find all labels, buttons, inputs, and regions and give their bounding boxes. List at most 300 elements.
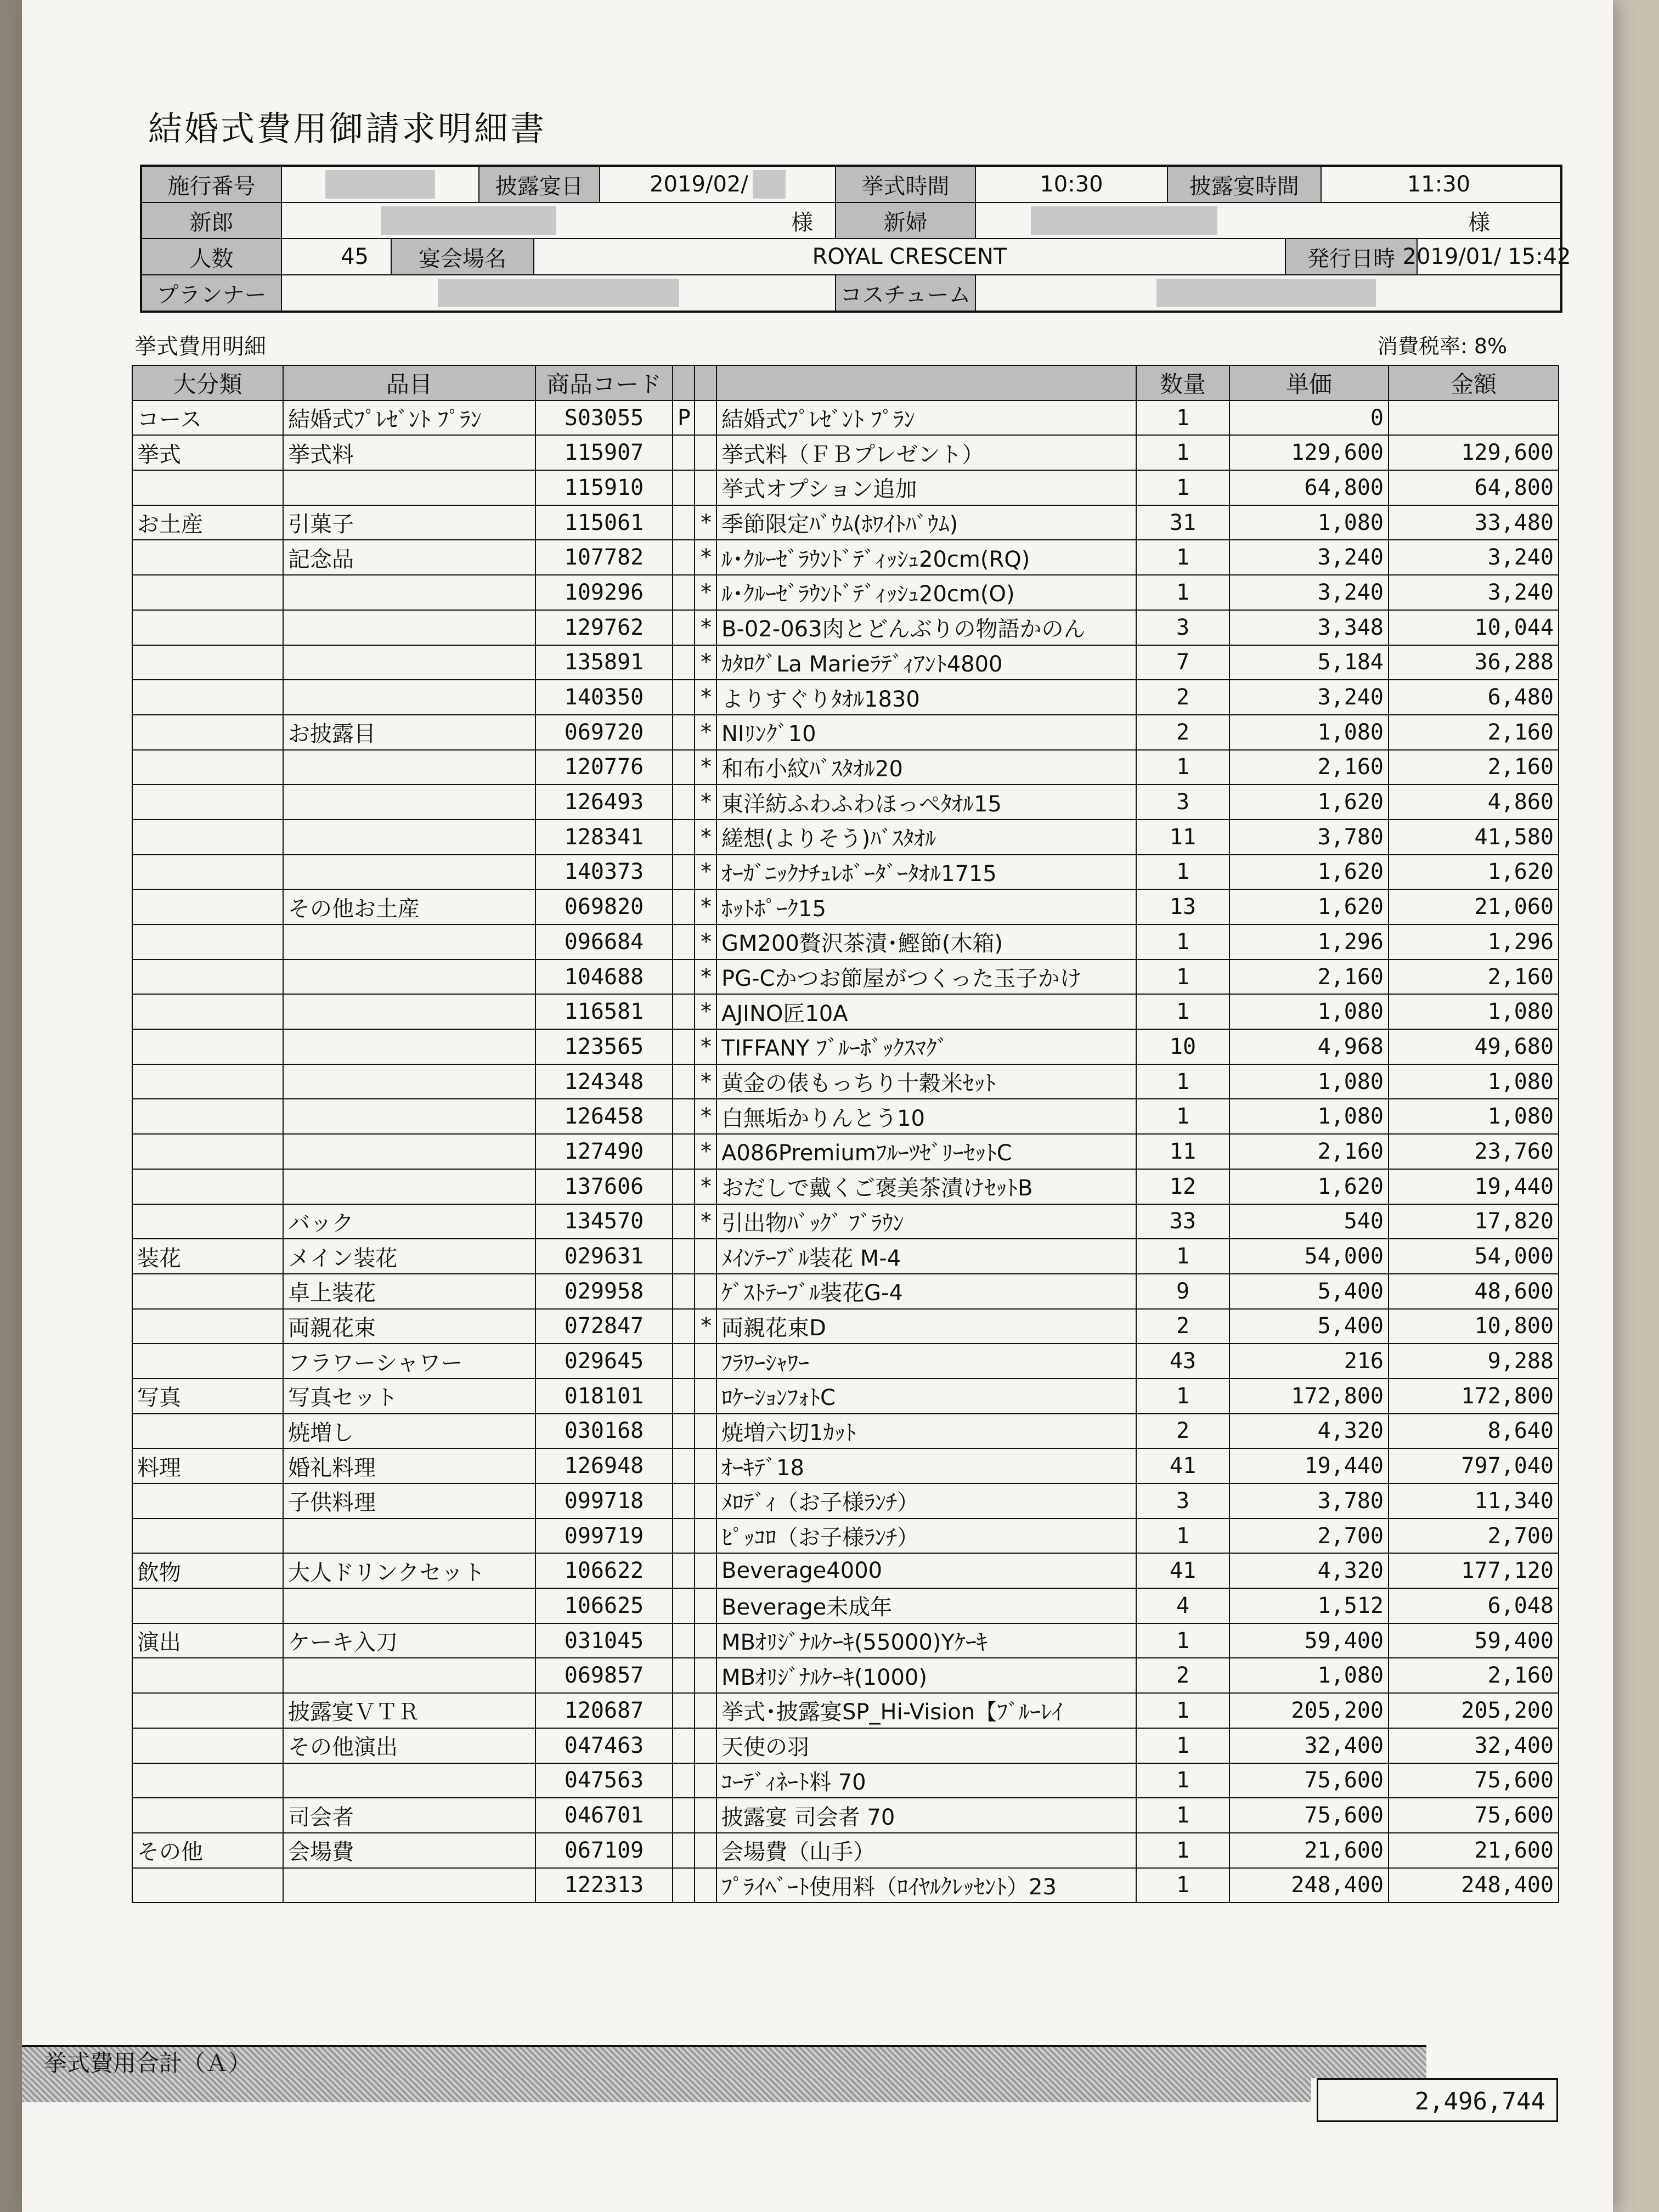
table-row [132,889,1559,924]
header-row-3 [142,239,1571,275]
venue-label: 宴会場名 [392,239,534,274]
cell-amount: 1,080 [1389,1099,1559,1134]
cell-flag [673,1239,695,1274]
cell-code: 069857 [535,1658,673,1693]
cell-flag [673,1134,695,1169]
cell-code: 122313 [535,1868,673,1903]
cell-mark [695,400,716,436]
cell-amount: 2,160 [1389,1658,1559,1693]
cell-item [283,1029,535,1064]
cell-name: ﾌﾟﾗｲﾍﾞｰﾄ使用料（ﾛｲﾔﾙｸﾚｯｾﾝﾄ）23 [716,1868,1136,1903]
cell-flag [673,1379,695,1414]
cell-name: 会場費（山手） [716,1833,1136,1868]
cell-item [283,575,535,610]
table-row [132,1658,1559,1693]
redacted-block [753,170,786,199]
cell-flag [673,645,695,680]
total-label: 挙式費用合計（Ａ） [22,2045,1426,2078]
cell-qty: 1 [1136,1833,1229,1868]
cell-category [132,1658,283,1693]
reception-time-label: 披露宴時間 [1168,167,1322,202]
cell-flag [673,820,695,855]
cell-qty: 1 [1136,1728,1229,1763]
reception-date-text: 2019/02/ [650,172,748,197]
table-row [132,680,1559,715]
cell-mark: * [695,680,716,715]
cell-mark [695,435,716,470]
col-qty: 数量 [1136,365,1229,400]
cell-name: AJINO匠10A [716,994,1136,1029]
cell-amount: 36,288 [1389,645,1559,680]
cell-code: 137606 [535,1169,673,1204]
cell-item [283,785,535,820]
ceremony-number-value [282,167,479,202]
issue-time-text: 15:42 [1508,244,1571,269]
cell-price: 3,780 [1229,820,1389,855]
cell-qty: 1 [1136,1763,1229,1798]
table-row [132,1483,1559,1519]
cell-code: 126458 [535,1099,673,1134]
cell-price: 3,240 [1229,680,1389,715]
header-row-2 [142,203,1560,239]
table-row [132,960,1559,995]
cell-code: 124348 [535,1064,673,1099]
ceremony-time-value: 10:30 [976,167,1168,202]
cell-code: 127490 [535,1134,673,1169]
cell-name: Beverage4000 [716,1553,1136,1588]
section-title: 挙式費用明細 [134,334,266,359]
header-row-1 [142,167,1560,203]
cell-mark [695,470,716,505]
cell-flag [673,750,695,785]
cell-code: 107782 [535,540,673,575]
cell-category [132,1134,283,1169]
cell-amount [1389,400,1559,436]
cell-name: 挙式･披露宴SP_Hi-Vision【ﾌﾞﾙｰﾚｲ [716,1693,1136,1728]
cell-mark [695,1239,716,1274]
cell-amount: 3,240 [1389,540,1559,575]
cell-flag [673,1728,695,1763]
cell-qty: 9 [1136,1274,1229,1309]
cell-category [132,680,283,715]
costume-label: コスチューム [836,275,976,311]
cell-category [132,960,283,995]
cell-item: ケーキ入刀 [283,1623,535,1658]
cell-flag [673,540,695,575]
cell-item [283,924,535,960]
cell-flag [673,924,695,960]
col-price: 単価 [1229,365,1389,400]
cell-item: 挙式料 [283,435,535,470]
table-row [132,645,1559,680]
cell-item: 写真セット [283,1379,535,1414]
cell-flag [673,889,695,924]
cell-amount: 23,760 [1389,1134,1559,1169]
cell-flag [673,575,695,610]
cell-category [132,889,283,924]
table-row [132,924,1559,960]
cell-code: 069820 [535,889,673,924]
cell-category [132,1798,283,1833]
cell-amount: 48,600 [1389,1274,1559,1309]
header-row-4 [142,275,1560,311]
cell-qty: 1 [1136,750,1229,785]
cell-category [132,715,283,750]
cell-item [283,610,535,645]
cell-category [132,540,283,575]
cell-flag [673,1868,695,1903]
cell-qty: 1 [1136,435,1229,470]
cell-code: 126948 [535,1448,673,1483]
cell-qty: 2 [1136,715,1229,750]
cell-mark [695,1798,716,1833]
cell-code: 031045 [535,1623,673,1658]
cell-category [132,1099,283,1134]
cell-name: 縒想(よりそう)ﾊﾞｽﾀｵﾙ [716,820,1136,855]
cell-flag [673,1448,695,1483]
cell-item: その他お土産 [283,889,535,924]
cell-category: お土産 [132,505,283,540]
cell-amount: 8,640 [1389,1414,1559,1449]
redacted-block [325,170,435,199]
cell-mark [695,1274,716,1309]
cell-item: 記念品 [283,540,535,575]
cell-item [283,750,535,785]
cell-category [132,855,283,890]
groom-label: 新郎 [142,203,282,238]
col-category: 大分類 [132,365,283,400]
cell-amount: 3,240 [1389,575,1559,610]
table-row [132,540,1559,575]
cell-price: 75,600 [1229,1798,1389,1833]
cell-amount: 2,160 [1389,750,1559,785]
cell-mark [695,1483,716,1519]
cell-price: 205,200 [1229,1693,1389,1728]
cell-price: 1,620 [1229,785,1389,820]
cell-price: 2,160 [1229,1134,1389,1169]
cell-name: 挙式料（ＦＢプレゼント） [716,435,1136,470]
cell-amount: 9,288 [1389,1344,1559,1379]
cell-item: 大人ドリンクセット [283,1553,535,1588]
cell-name: MBｵﾘｼﾞﾅﾙｹｰｷ(55000)Yｹｰｷ [716,1623,1136,1658]
cell-price: 1,620 [1229,855,1389,890]
cell-code: 099719 [535,1519,673,1554]
cell-price: 248,400 [1229,1868,1389,1903]
cell-category [132,1868,283,1903]
cell-price: 5,184 [1229,645,1389,680]
document-title: 結婚式費用御請求明細書 [148,109,547,149]
table-row [132,1344,1559,1379]
table-row [132,820,1559,855]
cell-flag [673,680,695,715]
cell-name: 季節限定ﾊﾞｳﾑ(ﾎﾜｲﾄﾊﾞｳﾑ) [716,505,1136,540]
cell-flag [673,1274,695,1309]
cell-flag [673,785,695,820]
cell-price: 3,240 [1229,540,1389,575]
cell-item [283,1763,535,1798]
table-row [132,400,1559,436]
cell-qty: 3 [1136,1483,1229,1519]
cell-item: 会場費 [283,1833,535,1868]
table-row [132,470,1559,505]
cell-item [283,1169,535,1204]
cell-code: 115061 [535,505,673,540]
cell-item [283,470,535,505]
cell-name: よりすぐりﾀｵﾙ1830 [716,680,1136,715]
col-item: 品目 [283,365,535,400]
cell-amount: 10,044 [1389,610,1559,645]
cell-flag [673,715,695,750]
cell-category [132,750,283,785]
cell-flag [673,1169,695,1204]
cell-qty: 31 [1136,505,1229,540]
table-row [132,1309,1559,1344]
cell-name: MBｵﾘｼﾞﾅﾙｹｰｷ(1000) [716,1658,1136,1693]
table-row [132,435,1559,470]
cell-code: 140373 [535,855,673,890]
cell-name: GM200贅沢茶漬･鰹節(木箱) [716,924,1136,960]
cell-price: 1,080 [1229,715,1389,750]
cell-qty: 3 [1136,610,1229,645]
cell-qty: 1 [1136,1693,1229,1728]
cell-price: 4,320 [1229,1414,1389,1449]
cell-item: フラワーシャワー [283,1344,535,1379]
cell-flag [673,1483,695,1519]
cell-mark: * [695,1099,716,1134]
cell-category [132,1309,283,1344]
cell-code: S03055 [535,400,673,436]
cell-amount: 21,600 [1389,1833,1559,1868]
cell-name: おだしで戴くご褒美茶漬けｾｯﾄB [716,1169,1136,1204]
cell-qty: 1 [1136,1868,1229,1903]
cell-name: ﾎｯﾄﾎﾟｰｸ15 [716,889,1136,924]
cell-code: 109296 [535,575,673,610]
cell-mark [695,1728,716,1763]
cell-price: 1,080 [1229,1658,1389,1693]
cell-price: 1,080 [1229,1099,1389,1134]
table-row [132,1134,1559,1169]
cell-code: 096684 [535,924,673,960]
cell-code: 115910 [535,470,673,505]
cell-code: 030168 [535,1414,673,1449]
cell-mark: * [695,820,716,855]
redacted-block [381,206,556,235]
cell-price: 32,400 [1229,1728,1389,1763]
cell-name: Beverage未成年 [716,1588,1136,1623]
cell-code: 134570 [535,1204,673,1239]
col-code: 商品コード [535,365,673,400]
table-row [132,1868,1559,1903]
cell-mark [695,1379,716,1414]
cell-flag [673,1204,695,1239]
cell-amount: 64,800 [1389,470,1559,505]
cell-category [132,470,283,505]
issue-date-value [1402,239,1571,274]
cell-qty: 1 [1136,924,1229,960]
cell-item [283,960,535,995]
cell-code: 106622 [535,1553,673,1588]
cell-amount: 1,296 [1389,924,1559,960]
cell-category: 装花 [132,1239,283,1274]
cell-flag [673,1553,695,1588]
cell-code: 129762 [535,610,673,645]
cell-amount: 2,160 [1389,960,1559,995]
cell-mark: * [695,750,716,785]
cell-qty: 1 [1136,575,1229,610]
cell-item: 引菓子 [283,505,535,540]
cell-category: コース [132,400,283,436]
cell-item: メイン装花 [283,1239,535,1274]
cell-flag [673,435,695,470]
cell-amount: 17,820 [1389,1204,1559,1239]
cell-code: 099718 [535,1483,673,1519]
cell-code: 046701 [535,1798,673,1833]
cell-flag [673,1623,695,1658]
cell-category [132,994,283,1029]
cell-mark: * [695,1064,716,1099]
cell-price: 1,512 [1229,1588,1389,1623]
cell-qty: 13 [1136,889,1229,924]
table-row [132,1414,1559,1449]
cell-name: B-02-063肉とどんぶりの物語かのん [716,610,1136,645]
cell-name: ﾋﾟｯｺﾛ（お子様ﾗﾝﾁ） [716,1519,1136,1554]
cell-code: 123565 [535,1029,673,1064]
table-row [132,785,1559,820]
table-row [132,1239,1559,1274]
cell-item: 卓上装花 [283,1274,535,1309]
cell-qty: 11 [1136,1134,1229,1169]
cell-amount: 1,080 [1389,994,1559,1029]
cell-item: 子供料理 [283,1483,535,1519]
cell-item: 焼増し [283,1414,535,1449]
table-row [132,1693,1559,1728]
table-row [132,1029,1559,1064]
cell-category [132,1414,283,1449]
cell-category [132,1519,283,1554]
redacted-block [1156,279,1376,307]
cell-category: 演出 [132,1623,283,1658]
cell-mark [695,1344,716,1379]
cell-qty: 1 [1136,994,1229,1029]
cell-code: 128341 [535,820,673,855]
cell-qty: 7 [1136,645,1229,680]
cell-amount: 1,080 [1389,1064,1559,1099]
cell-name: ｺｰﾃﾞｨﾈｰﾄ料 70 [716,1763,1136,1798]
cell-name: ﾙ･ｸﾙｰｾﾞﾗｳﾝﾄﾞﾃﾞｨｯｼｭ20cm(O) [716,575,1136,610]
cell-mark [695,1623,716,1658]
col-mark [695,365,716,400]
cell-mark: * [695,645,716,680]
cell-code: 126493 [535,785,673,820]
cell-item [283,645,535,680]
cell-name: PG-Cかつお節屋がつくった玉子かけ [716,960,1136,995]
cell-category [132,1763,283,1798]
cell-flag [673,1414,695,1449]
cell-price: 129,600 [1229,435,1389,470]
table-header-row [132,365,1559,400]
cell-item [283,680,535,715]
guest-count-label: 人数 [142,239,282,274]
cell-price: 5,400 [1229,1274,1389,1309]
table-row [132,1623,1559,1658]
cell-qty: 41 [1136,1448,1229,1483]
bride-honorific: 様 [1468,210,1490,235]
cell-category [132,1274,283,1309]
cell-qty: 43 [1136,1344,1229,1379]
cell-price: 1,620 [1229,889,1389,924]
cell-qty: 4 [1136,1588,1229,1623]
cell-price: 54,000 [1229,1239,1389,1274]
cell-qty: 3 [1136,785,1229,820]
cell-amount: 21,060 [1389,889,1559,924]
ceremony-time-label: 挙式時間 [836,167,976,202]
cell-category [132,1204,283,1239]
cell-category [132,1029,283,1064]
cell-amount: 6,480 [1389,680,1559,715]
cell-qty: 12 [1136,1169,1229,1204]
cell-flag [673,994,695,1029]
cell-name: ｵｰｶﾞﾆｯｸﾅﾁｭﾚﾎﾞｰﾀﾞｰﾀｵﾙ1715 [716,855,1136,890]
cell-amount: 797,040 [1389,1448,1559,1483]
cell-name: 両親花束D [716,1309,1136,1344]
cell-name: TIFFANY ﾌﾞﾙｰﾎﾞｯｸｽﾏｸﾞ [716,1029,1136,1064]
cell-flag [673,470,695,505]
cell-code: 029958 [535,1274,673,1309]
table-row [132,1064,1559,1099]
cell-code: 120776 [535,750,673,785]
table-row [132,1588,1559,1623]
cell-category: 挙式 [132,435,283,470]
cell-mark: * [695,994,716,1029]
cell-qty: 1 [1136,1623,1229,1658]
cell-item [283,1134,535,1169]
cell-price: 1,080 [1229,505,1389,540]
table-row [132,750,1559,785]
cell-code: 115907 [535,435,673,470]
cell-flag [673,1763,695,1798]
table-row [132,1763,1559,1798]
cell-price: 5,400 [1229,1309,1389,1344]
cell-flag [673,1029,695,1064]
cell-mark: * [695,889,716,924]
cell-name: 黄金の俵もっちり十穀米ｾｯﾄ [716,1064,1136,1099]
table-row [132,1519,1559,1554]
cell-mark: * [695,1169,716,1204]
cell-name: A086PremiumﾌﾙｰﾂｾﾞﾘｰｾｯﾄC [716,1134,1136,1169]
cell-category [132,1064,283,1099]
cell-name: ﾒｲﾝﾃｰﾌﾞﾙ装花 M-4 [716,1239,1136,1274]
cell-amount: 129,600 [1389,435,1559,470]
cell-flag [673,505,695,540]
cell-mark [695,1693,716,1728]
col-amount: 金額 [1389,365,1559,400]
cell-category [132,1693,283,1728]
guest-count-value: 45 [282,239,392,274]
cell-mark: * [695,610,716,645]
cell-code: 106625 [535,1588,673,1623]
cell-name: ｶﾀﾛｸﾞLa Marieﾗﾃﾞｨｱﾝﾄ4800 [716,645,1136,680]
cell-code: 029631 [535,1239,673,1274]
cell-amount: 49,680 [1389,1029,1559,1064]
cell-mark [695,1519,716,1554]
cell-amount: 59,400 [1389,1623,1559,1658]
cell-item [283,994,535,1029]
cell-qty: 1 [1136,1239,1229,1274]
cell-amount: 10,800 [1389,1309,1559,1344]
table-row [132,1448,1559,1483]
cell-price: 21,600 [1229,1833,1389,1868]
cell-mark [695,1553,716,1588]
